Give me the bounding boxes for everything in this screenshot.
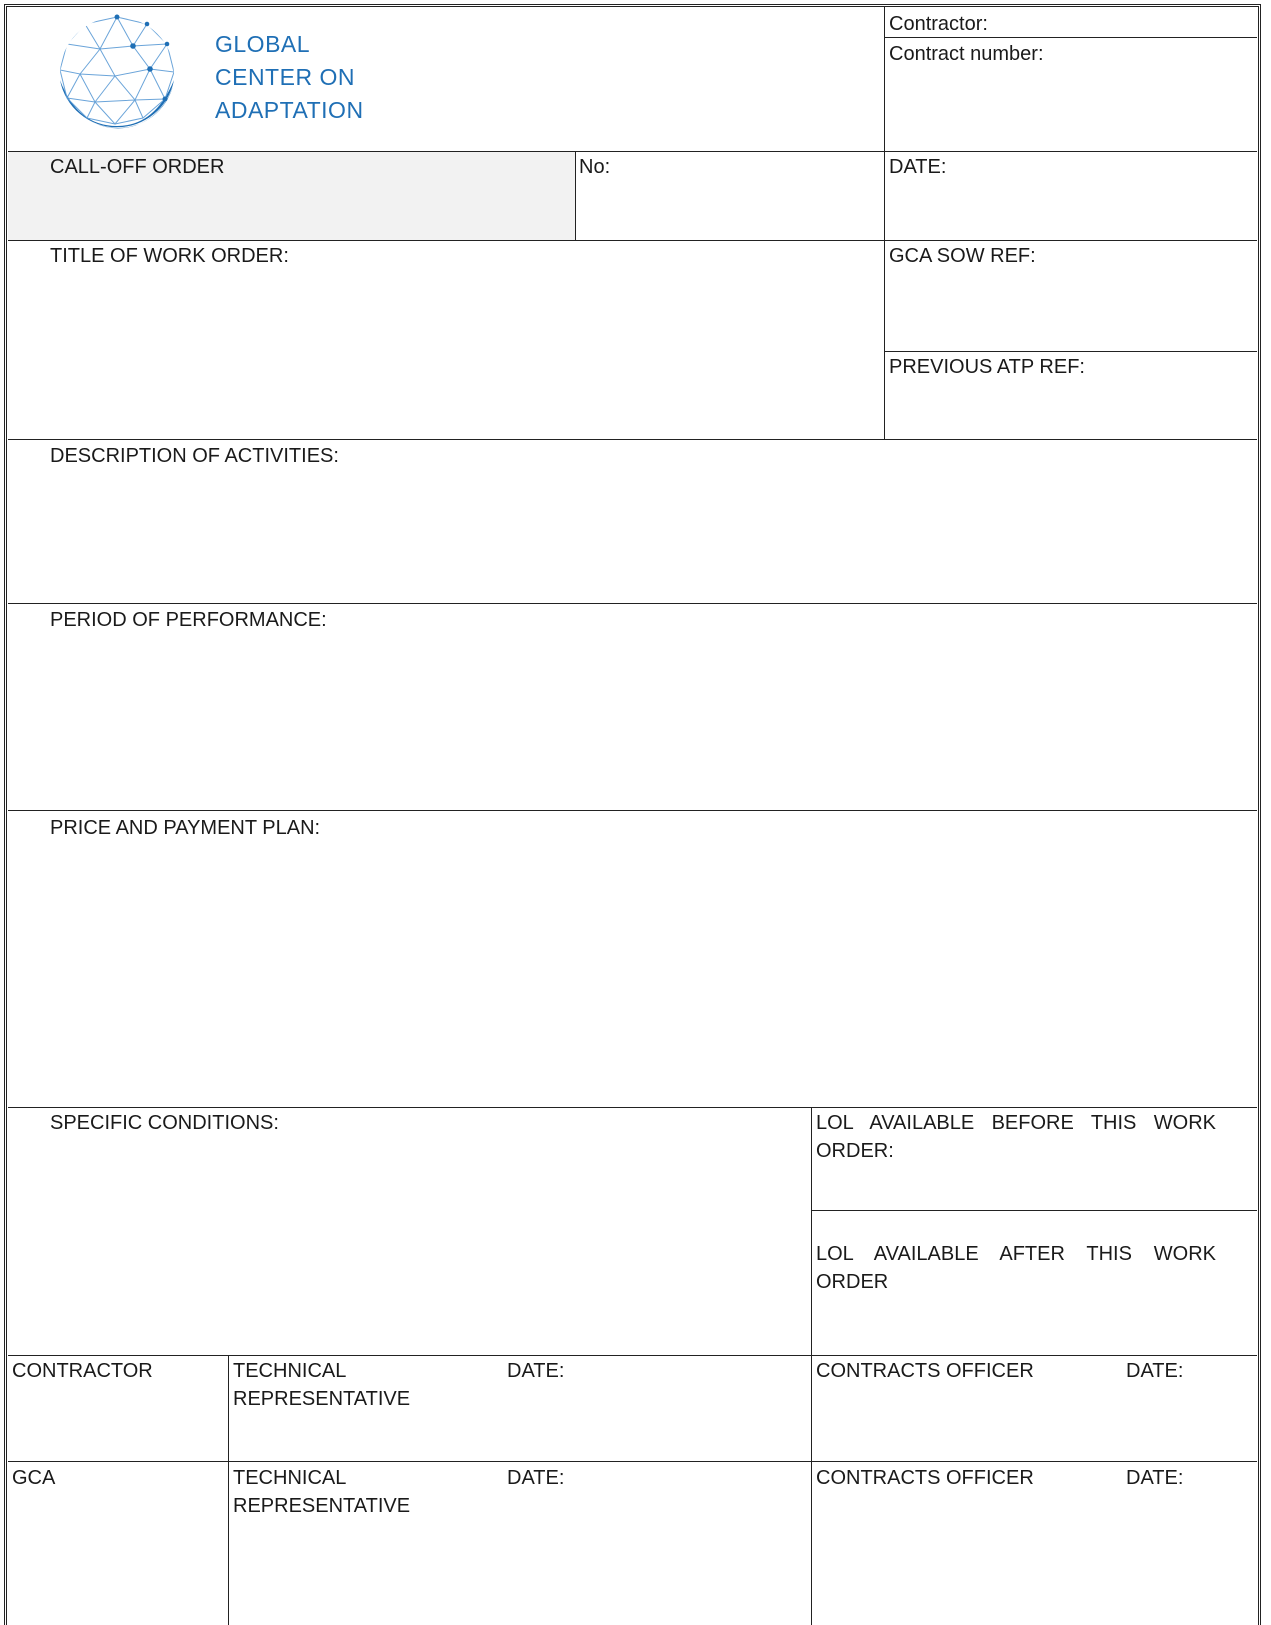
rule-description-bottom	[8, 603, 1257, 604]
geodesic-globe-icon	[55, 14, 181, 138]
period-of-performance-label: PERIOD OF PERFORMANCE:	[50, 609, 327, 631]
org-logo-text	[215, 28, 364, 127]
lol-after-label: LOL AVAILABLE AFTER THIS WORK ORDER	[816, 1243, 1216, 1293]
logo-line-2: CENTER ON	[215, 64, 355, 90]
contractor-officer-date-label: DATE:	[1126, 1360, 1184, 1382]
rule-header-bottom	[8, 151, 1257, 152]
call-off-order-label: CALL-OFF ORDER	[50, 156, 225, 178]
rule-signature-middle	[8, 1461, 1257, 1462]
gca-tech-rep-label: TECHNICAL REPRESENTATIVE	[233, 1467, 411, 1517]
previous-atp-ref-label: PREVIOUS ATP REF:	[889, 356, 1085, 378]
order-date-label: DATE:	[889, 156, 947, 178]
rule-period-bottom	[8, 810, 1257, 811]
rule-price-bottom	[8, 1107, 1257, 1108]
title-of-work-order-label: TITLE OF WORK ORDER:	[50, 245, 289, 267]
gca-signature-party: GCA	[12, 1467, 56, 1489]
contract-number-label: Contract number:	[889, 43, 1044, 65]
rule-order-no-col	[575, 151, 576, 241]
rule-lol-col	[811, 1107, 812, 1625]
gca-sow-ref-label: GCA SOW REF:	[889, 245, 1036, 267]
order-no-label: No:	[579, 156, 611, 178]
contractor-signature-party: CONTRACTOR	[12, 1360, 153, 1382]
contractor-tech-rep-date-label: DATE:	[507, 1360, 565, 1382]
logo-line-3: ADAPTATION	[215, 97, 364, 123]
description-of-activities-label: DESCRIPTION OF ACTIVITIES:	[50, 445, 339, 467]
gca-officer-date-label: DATE:	[1126, 1467, 1184, 1489]
rule-signature-party-col	[228, 1355, 229, 1625]
rule-sow-ref	[884, 351, 1257, 352]
rule-lol-middle	[811, 1210, 1257, 1211]
lol-before-label: LOL AVAILABLE BEFORE THIS WORK ORDER:	[816, 1112, 1216, 1162]
contractor-label: Contractor:	[889, 13, 988, 35]
gca-contracts-officer-label: CONTRACTS OFFICER	[816, 1467, 1034, 1489]
rule-order-bottom	[8, 240, 1257, 241]
logo-line-1: GLOBAL	[215, 31, 311, 57]
contractor-tech-rep-label: TECHNICAL REPRESENTATIVE	[233, 1360, 411, 1410]
price-and-payment-plan-label: PRICE AND PAYMENT PLAN:	[50, 817, 321, 839]
rule-title-bottom	[8, 439, 1257, 440]
gca-tech-rep-date-label: DATE:	[507, 1467, 565, 1489]
rule-conditions-bottom	[8, 1355, 1257, 1356]
rule-header-right-col	[884, 7, 885, 440]
specific-conditions-label: SPECIFIC CONDITIONS:	[50, 1112, 279, 1134]
contractor-contracts-officer-label: CONTRACTS OFFICER	[816, 1360, 1034, 1382]
